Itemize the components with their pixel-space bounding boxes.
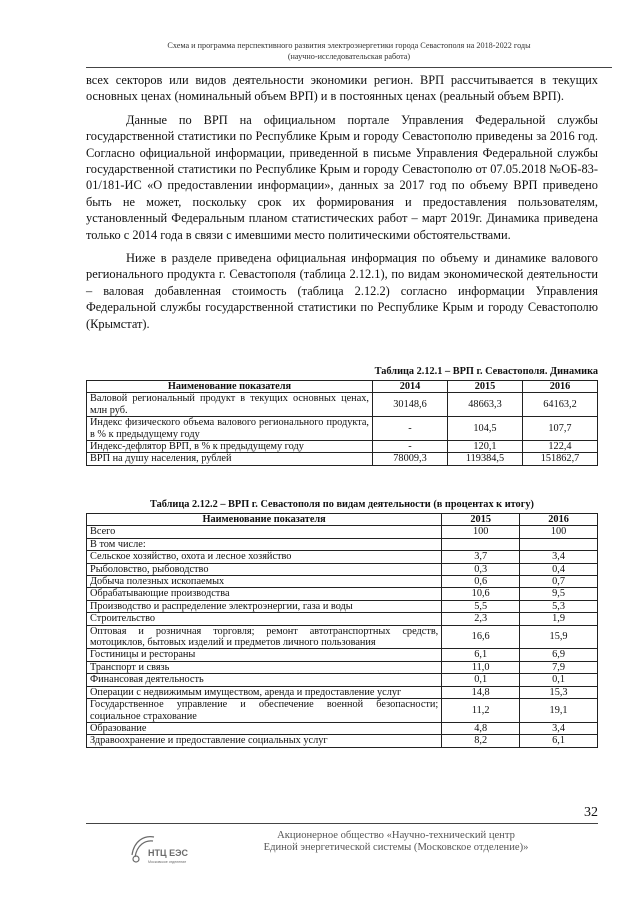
table-row: [87, 625, 598, 649]
value-cell: 0,7: [520, 576, 598, 588]
value-cell: 3,4: [520, 551, 598, 563]
value-cell: 5,3: [520, 600, 598, 612]
value-cell: 4,8: [442, 722, 520, 734]
table-row: [87, 722, 598, 734]
row-label-cell: Индекс физического объема валового регионального продукта, в % к предыдущему году: [87, 417, 373, 441]
value-cell: 104,5: [448, 417, 523, 441]
value-cell: 107,7: [523, 417, 598, 441]
table-vrp-by-activity: [86, 513, 598, 748]
value-cell: 15,3: [520, 686, 598, 698]
value-cell: 0,6: [442, 576, 520, 588]
footer-rule: [86, 823, 598, 824]
header-cell: Наименование показателя: [87, 514, 442, 526]
row-label-cell: Оптовая и розничная торговля; ремонт автотранспортных средств, мотоциклов, бытовых изделий и предметов личного пользования: [87, 625, 442, 649]
running-header-line1: Схема и программа перспективного развития электроэнергетики города Севастополя на 2018-2022 годы: [167, 41, 531, 50]
value-cell: 119384,5: [448, 453, 523, 465]
value-cell: 8,2: [442, 735, 520, 747]
value-cell: 11,0: [442, 661, 520, 673]
row-label-cell: Транспорт и связь: [87, 661, 442, 673]
table-row: [87, 674, 598, 686]
table1-caption: Таблица 2.12.1 – ВРП г. Севастополя. Динамика: [374, 366, 598, 377]
header-cell: 2016: [523, 381, 598, 393]
row-label-cell: Операции с недвижимым имуществом, аренда и предоставление услуг: [87, 686, 442, 698]
table-row: [87, 699, 598, 723]
table-row: [87, 538, 598, 550]
value-cell: 14,8: [442, 686, 520, 698]
row-label-cell: Обрабатывающие производства: [87, 588, 442, 600]
table-row: [87, 441, 598, 453]
footer-org-line1: Акционерное общество «Научно-технический центр: [277, 830, 515, 841]
value-cell: 7,9: [520, 661, 598, 673]
value-cell: -: [373, 441, 448, 453]
table-row: [87, 613, 598, 625]
table2-caption: Таблица 2.12.2 – ВРП г. Севастополя по видам деятельности (в процентах к итогу): [150, 499, 534, 510]
paragraph-3: Ниже в разделе приведена официальная информация по объему и динамике валового регионального продукта г. Севастополя (таблица 2.12.1), по видам экономической деятельности – валовая добавленная стоимость (таблица 2.12.2) согласно информации Управления Федеральной службы государственной статистики по Республике Крым и городу Севастополю (Крымстат).: [86, 251, 598, 331]
value-cell: 100: [520, 526, 598, 538]
row-label-cell: Здравоохранение и предоставление социальных услуг: [87, 735, 442, 747]
value-cell: 120,1: [448, 441, 523, 453]
table-row: [87, 600, 598, 612]
value-cell: 2,3: [442, 613, 520, 625]
value-cell: [442, 538, 520, 550]
value-cell: 100: [442, 526, 520, 538]
value-cell: [520, 538, 598, 550]
value-cell: 6,9: [520, 649, 598, 661]
row-label-cell: Гостиницы и рестораны: [87, 649, 442, 661]
value-cell: 0,3: [442, 563, 520, 575]
paragraph-1: всех секторов или видов деятельности экономики регион. ВРП рассчитывается в текущих основных ценах (номинальный объем ВРП) и в постоянных ценах (реальный объем ВРП).: [86, 73, 598, 104]
table-header-row: [87, 381, 598, 393]
header-cell: 2014: [373, 381, 448, 393]
header-cell: 2015: [448, 381, 523, 393]
table-row: [87, 588, 598, 600]
value-cell: 3,7: [442, 551, 520, 563]
footer-org-line2: Единой энергетической системы (Московское отделение)»: [263, 842, 529, 854]
table-row: [87, 735, 598, 747]
value-cell: 11,2: [442, 699, 520, 723]
value-cell: 6,1: [520, 735, 598, 747]
table-row: [87, 393, 598, 417]
row-label-cell: Рыболовство, рыбоводство: [87, 563, 442, 575]
value-cell: 64163,2: [523, 393, 598, 417]
running-header: [86, 41, 612, 62]
value-cell: 16,6: [442, 625, 520, 649]
row-label-cell: Всего: [87, 526, 442, 538]
row-label-cell: Государственное управление и обеспечение военной безопасности; социальное страхование: [87, 699, 442, 723]
organization-logo: [128, 831, 190, 867]
value-cell: 5,5: [442, 600, 520, 612]
row-label-cell: Сельское хозяйство, охота и лесное хозяйство: [87, 551, 442, 563]
table-row: [87, 686, 598, 698]
value-cell: 0,1: [520, 674, 598, 686]
header-rule: [86, 67, 612, 68]
value-cell: -: [373, 417, 448, 441]
table-row: [87, 417, 598, 441]
table-vrp-dynamics: [86, 380, 598, 466]
logo-text: НТЦ ЕЭС: [148, 848, 188, 858]
running-header-line2: (научно-исследовательская работа): [287, 51, 411, 61]
page-number: 32: [584, 805, 598, 820]
value-cell: 19,1: [520, 699, 598, 723]
header-cell: 2016: [520, 514, 598, 526]
paragraph-2: Данные по ВРП на официальном портале Управления Федеральной службы государственной статистики по Республике Крым и городу Севастополю приведены за 2016 год. Согласно официальной информации, приведенной в письме Управления Федеральной службы государственной статистики по Республике Крым и городу Севастополю от 07.05.2018 №ОБ-83-01/181-ИС «О предоставлении информации», данных за 2017 год по объему ВРП приведено быть не может, поскольку срок их формирования и предоставления пользователям, установленный Федеральным планом статистических работ – март 2019г. Динамика приведена только с 2014 года в связи с имевшими место политическими обстоятельствами.: [86, 112, 598, 242]
row-label-cell: Производство и распределение электроэнергии, газа и воды: [87, 600, 442, 612]
row-label-cell: Валовой региональный продукт в текущих основных ценах, млн руб.: [87, 393, 373, 417]
body-text: [86, 72, 598, 339]
value-cell: 9,5: [520, 588, 598, 600]
value-cell: 78009,3: [373, 453, 448, 465]
row-label-cell: Индекс-дефлятор ВРП, в % к предыдущему году: [87, 441, 373, 453]
row-label-cell: Строительство: [87, 613, 442, 625]
row-label-cell: Добыча полезных ископаемых: [87, 576, 442, 588]
row-label-cell: В том числе:: [87, 538, 442, 550]
value-cell: 48663,3: [448, 393, 523, 417]
logo-subtext: Московское отделение: [148, 860, 187, 864]
row-label-cell: Финансовая деятельность: [87, 674, 442, 686]
value-cell: 122,4: [523, 441, 598, 453]
table-row: [87, 576, 598, 588]
table-row: [87, 453, 598, 465]
row-label-cell: Образование: [87, 722, 442, 734]
table-row: [87, 649, 598, 661]
row-label-cell: ВРП на душу населения, рублей: [87, 453, 373, 465]
table-row: [87, 526, 598, 538]
table-row: [87, 661, 598, 673]
value-cell: 30148,6: [373, 393, 448, 417]
table-row: [87, 551, 598, 563]
value-cell: 6,1: [442, 649, 520, 661]
value-cell: 0,4: [520, 563, 598, 575]
value-cell: 0,1: [442, 674, 520, 686]
value-cell: 3,4: [520, 722, 598, 734]
value-cell: 15,9: [520, 625, 598, 649]
value-cell: 1,9: [520, 613, 598, 625]
footer-organization: [216, 830, 576, 855]
header-cell: 2015: [442, 514, 520, 526]
table-header-row: [87, 514, 598, 526]
table-row: [87, 563, 598, 575]
header-cell: Наименование показателя: [87, 381, 373, 393]
value-cell: 10,6: [442, 588, 520, 600]
value-cell: 151862,7: [523, 453, 598, 465]
